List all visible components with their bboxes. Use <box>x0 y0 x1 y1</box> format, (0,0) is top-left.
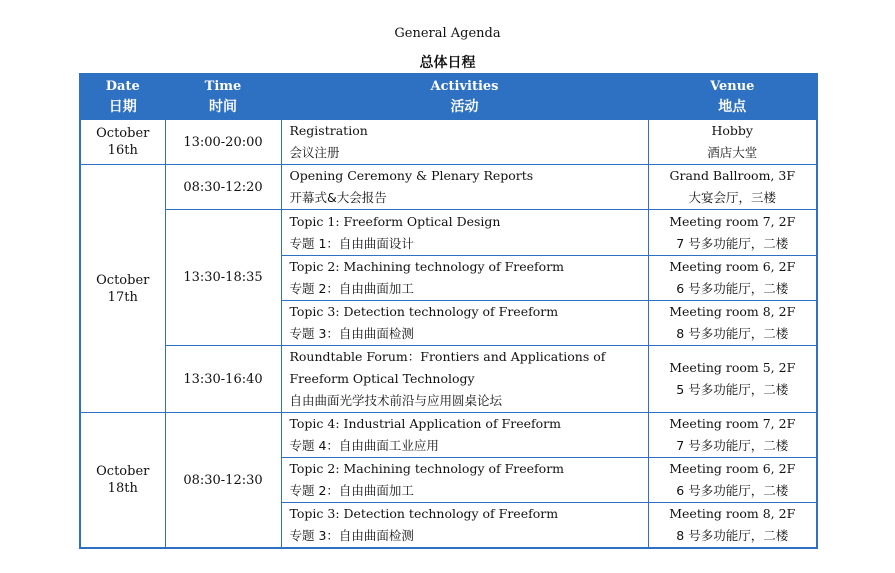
time-text: 13:30-18:35 <box>183 270 263 285</box>
header-time <box>165 74 281 120</box>
time-text: 08:30-12:30 <box>183 472 263 488</box>
activity-cn: 专题 3：自由曲面检测 <box>289 326 414 341</box>
activity-cell <box>281 165 648 210</box>
venue-cn: 6 号多功能厅，二楼 <box>676 483 789 498</box>
date-cell <box>80 120 165 165</box>
venue-cell <box>648 301 817 346</box>
activity-en: Topic 2: Machining technology of Freeform <box>289 259 565 274</box>
venue-cell <box>648 503 817 549</box>
date-line: 16th <box>107 143 138 158</box>
time-cell <box>165 413 281 549</box>
date-line: 17th <box>107 289 138 305</box>
activity-cell <box>281 210 648 256</box>
header-date-en: Date <box>105 79 140 94</box>
activity-cell <box>281 413 648 458</box>
activity-cell <box>281 301 648 346</box>
date-cell <box>80 165 165 413</box>
header-activities <box>281 74 648 120</box>
venue-en: Meeting room 8, 2F <box>669 506 796 521</box>
venue-cell <box>648 413 817 458</box>
table-row <box>80 346 817 413</box>
time-cell <box>165 120 281 165</box>
venue-en: Grand Ballroom, 3F <box>669 168 796 183</box>
header-date <box>80 74 165 120</box>
date-line: October <box>96 126 150 141</box>
activity-cn: 专题 1：自由曲面设计 <box>289 235 414 251</box>
date-line: 18th <box>107 481 138 496</box>
activity-en: Registration <box>289 123 368 138</box>
header-venue-cn: 地点 <box>718 99 747 115</box>
activity-cell <box>281 346 648 413</box>
time-text: 13:30-16:40 <box>183 371 263 387</box>
venue-cell <box>648 256 817 301</box>
table-row <box>80 210 817 256</box>
venue-cn: 7 号多功能厅，二楼 <box>676 438 789 453</box>
activity-en: Roundtable Forum：Frontiers and Applications of <box>289 349 606 364</box>
table-row <box>80 413 817 458</box>
activity-cn: 专题 3：自由曲面检测 <box>289 528 414 543</box>
venue-cell <box>648 458 817 503</box>
venue-cn: 8 号多功能厅，二楼 <box>676 326 789 341</box>
activity-cn: 专题 2：自由曲面加工 <box>289 281 414 296</box>
venue-cell <box>648 346 817 413</box>
activity-en: Opening Ceremony & Plenary Reports <box>289 168 534 183</box>
title-chinese: 总体日程 <box>419 55 476 71</box>
venue-en: Meeting room 5, 2F <box>669 360 796 375</box>
header-date-cn: 日期 <box>108 99 137 115</box>
agenda-table <box>79 73 818 549</box>
activity-cn: 自由曲面光学技术前沿与应用圆桌论坛 <box>289 393 503 408</box>
activity-cn: 会议注册 <box>289 145 340 160</box>
time-text: 08:30-12:20 <box>183 179 263 195</box>
activity-cell <box>281 458 648 503</box>
venue-cn: 7 号多功能厅，二楼 <box>676 235 789 251</box>
activity-cell <box>281 503 648 549</box>
activity-en: Topic 2: Machining technology of Freeform <box>289 461 565 476</box>
table-row <box>80 120 817 165</box>
date-line: October <box>96 464 150 479</box>
venue-cell <box>648 120 817 165</box>
activity-cell <box>281 256 648 301</box>
venue-en: Meeting room 6, 2F <box>669 259 796 274</box>
activity-cn: 专题 4：自由曲面工业应用 <box>289 438 439 453</box>
venue-cn: 5 号多功能厅，二楼 <box>676 382 789 397</box>
header-time-cn: 时间 <box>209 99 237 115</box>
activity-en: Freeform Optical Technology <box>289 371 475 386</box>
time-cell <box>165 210 281 346</box>
header-row <box>80 74 817 120</box>
header-venue-en: Venue <box>710 79 755 94</box>
date-cell <box>80 413 165 549</box>
title-english: General Agenda <box>394 26 501 41</box>
activity-en: Topic 1: Freeform Optical Design <box>289 213 501 229</box>
venue-en: Meeting room 7, 2F <box>669 416 796 431</box>
time-text: 13:00-20:00 <box>183 134 263 150</box>
header-time-en: Time <box>204 79 242 94</box>
time-cell <box>165 346 281 413</box>
table-row <box>80 165 817 210</box>
time-cell <box>165 165 281 210</box>
venue-cn: 6 号多功能厅，二楼 <box>676 281 789 296</box>
venue-cn: 大宴会厅，三楼 <box>688 190 776 205</box>
header-venue <box>648 74 817 120</box>
venue-cn: 酒店大堂 <box>707 145 758 160</box>
venue-cell <box>648 210 817 256</box>
venue-en: Hobby <box>711 123 753 138</box>
venue-en: Meeting room 6, 2F <box>669 461 796 476</box>
venue-cn: 8 号多功能厅，二楼 <box>676 528 789 543</box>
date-line: October <box>96 272 150 288</box>
header-activities-en: Activities <box>430 79 499 94</box>
activity-en: Topic 3: Detection technology of Freeform <box>289 304 559 319</box>
header-activities-cn: 活动 <box>450 99 479 115</box>
activity-en: Topic 3: Detection technology of Freeform <box>289 506 559 521</box>
venue-en: Meeting room 7, 2F <box>669 213 796 229</box>
activity-cn: 专题 2：自由曲面加工 <box>289 483 414 498</box>
activity-cn: 开幕式&大会报告 <box>289 190 387 205</box>
activity-en: Topic 4: Industrial Application of Freeform <box>289 416 561 431</box>
venue-cell <box>648 165 817 210</box>
venue-en: Meeting room 8, 2F <box>669 304 796 319</box>
activity-cell <box>281 120 648 165</box>
